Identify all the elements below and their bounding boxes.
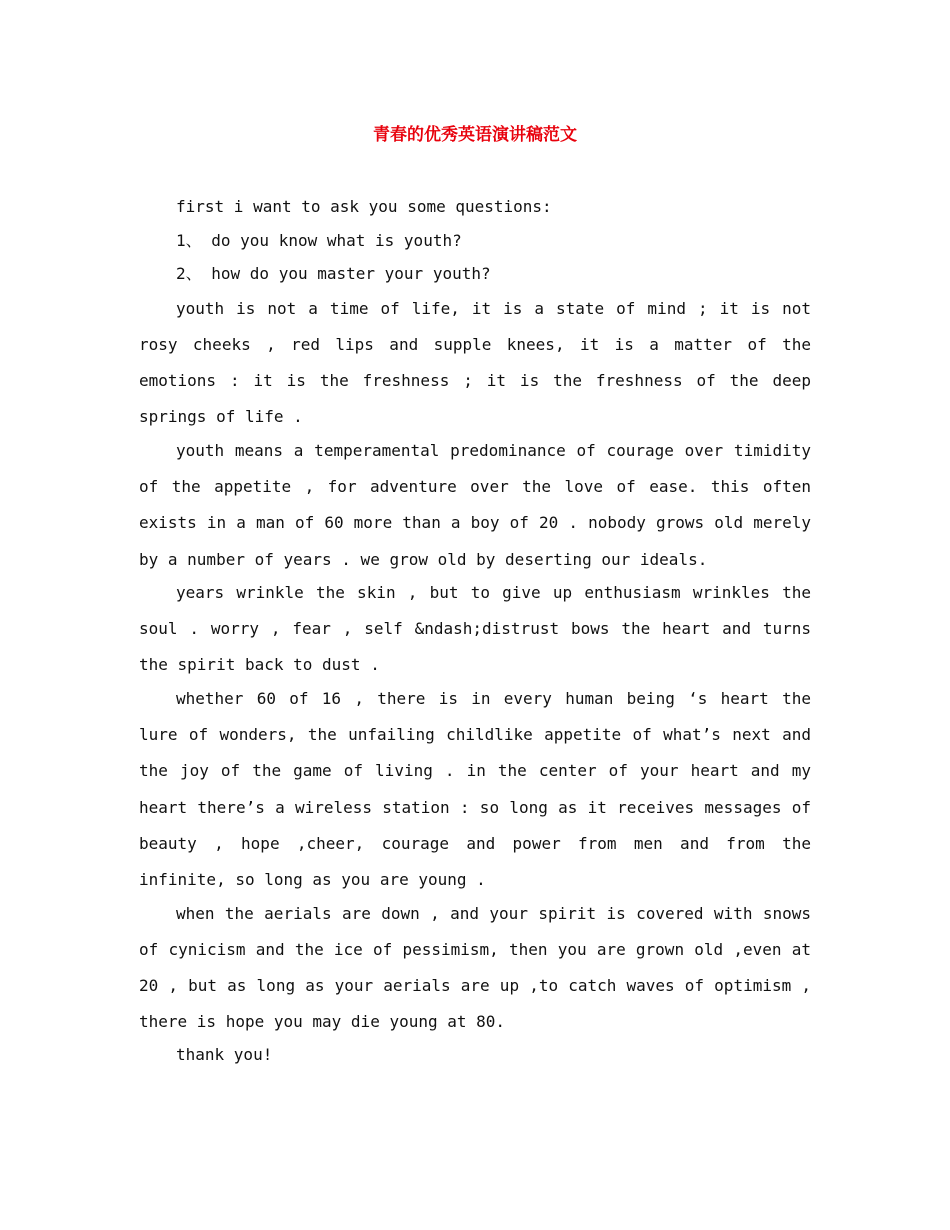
paragraph-question-1: 1、 do you know what is youth?: [176, 230, 462, 250]
paragraph-aerials: when the aerials are down , and your spirit is covered with snows of cynicism and the ice of pessimism, then you are grown old ,even at 20 , but as long as your aerials are up ,to catch waves of optimism , there is hope you may die young at 80.: [139, 903, 811, 1032]
paragraph-intro: first i want to ask you some questions:: [176, 197, 552, 216]
document-title: 青春的优秀英语演讲稿范文: [373, 125, 577, 145]
paragraph-thanks: thank you!: [176, 1044, 273, 1064]
paragraph-youth-courage: youth means a temperamental predominance of courage over timidity of the appetite , for adventure over the love of ease. this often exists in a man of 60 more than a boy of 20 . nobody grows old merely by a number of years . we grow old by deserting our ideals.: [139, 440, 811, 569]
paragraph-wireless-station: whether 60 of 16 , there is in every human being ‘s heart the lure of wonders, the unfailing childlike appetite of what’s next and the joy of the game of living . in the center of your heart and my heart there’s a wireless station : so long as it receives messages of beauty , hope ,cheer, courage and power from men and from the infinite, so long as you are young .: [139, 688, 811, 890]
paragraph-question-2: 2、 how do you master your youth?: [176, 264, 491, 283]
paragraph-youth-state-of-mind: youth is not a time of life, it is a state of mind ; it is not rosy cheeks , red lips and supple knees, it is a matter of the emotions : it is the freshness ; it is the freshness of the deep springs of life .: [139, 298, 811, 427]
document-body: [139, 190, 811, 1071]
paragraph-years-wrinkle: years wrinkle the skin , but to give up enthusiasm wrinkles the soul . worry , fear , self &ndash;distrust bows the heart and turns the spirit back to dust .: [139, 582, 811, 675]
